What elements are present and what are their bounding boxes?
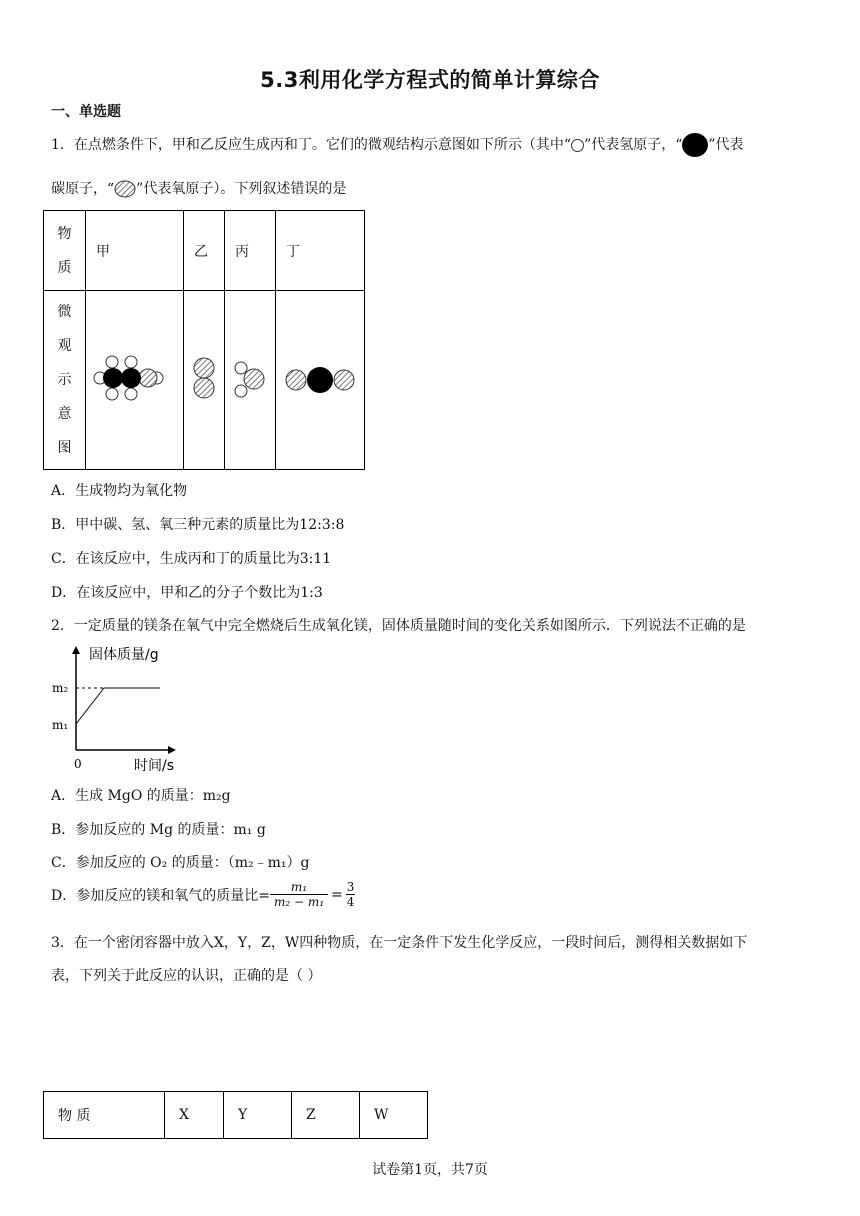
q1-option-b: B．甲中碳、氢、氧三种元素的质量比为12:3:8	[51, 517, 345, 533]
q1-stem-line2	[51, 178, 346, 198]
q2-option-d	[51, 880, 355, 909]
q3-header-z: Z	[292, 1092, 360, 1139]
oxygen-atom-icon	[114, 180, 136, 198]
q3-header-x: X	[165, 1092, 224, 1139]
series-rise	[76, 688, 104, 724]
y-axis-label: 固体质量/g	[89, 647, 159, 663]
hydrogen-atom-icon	[571, 139, 584, 152]
q2-stem: 2．一定质量的镁条在氧气中完全燃烧后生成氧化镁，固体质量随时间的变化关系如图所示．下列说法不正确的是	[51, 618, 746, 634]
q2-option-d-ratio: $\frac{3}{4}$	[346, 880, 355, 909]
origin-label: 0	[74, 757, 82, 771]
y-axis-arrow	[72, 646, 80, 654]
water-molecule-icon	[225, 348, 275, 408]
q3-header-w: W	[360, 1092, 428, 1139]
q3-header-substance: 物 质	[44, 1092, 165, 1139]
q1-option-d: D．在该反应中，甲和乙的分子个数比为1:3	[51, 585, 323, 601]
q1-stem-e: ”代表氧原子）。下列叙述错误的是	[136, 181, 347, 197]
q2-option-d-fraction: $\frac{\text{m₁}}{\text{m₂ − m₁}}$	[270, 880, 328, 909]
q3-header-y: Y	[224, 1092, 292, 1139]
page-title: 5.3利用化学方程式的简单计算综合	[260, 68, 600, 92]
q2-option-b: B．参加反应的 Mg 的质量：m₁ g	[51, 822, 266, 838]
q3-stem-line1: 3．在一个密闭容器中放入X，Y，Z，W四种物质，在一定条件下发生化学反应，一段时间后，测得相关数据如下	[51, 935, 748, 951]
co2-molecule-icon	[276, 348, 364, 408]
q1-bing-molecule	[225, 291, 276, 470]
q2-option-a: A．生成 MgO 的质量：m₂g	[51, 788, 231, 804]
q1-stem-d: 碳原子，“	[51, 181, 115, 197]
ethanol-molecule-icon	[86, 348, 172, 408]
q2-option-d-equals: =	[331, 886, 343, 903]
page-footer: 试卷第1页，共7页	[372, 1162, 488, 1178]
q1-stem-a: 1．在点燃条件下，甲和乙反应生成丙和丁。它们的微观结构示意图如下所示（其中“	[51, 137, 572, 153]
x-axis-arrow	[168, 746, 176, 754]
q1-yi-molecule	[184, 291, 225, 470]
q1-col-ding: 丁	[276, 211, 365, 291]
oxygen-molecule-icon	[184, 348, 224, 408]
q1-row-label: 微 观 示 意 图	[44, 291, 86, 470]
q1-col-yi: 乙	[184, 211, 225, 291]
x-axis-label: 时间/s	[134, 758, 175, 774]
q1-option-c: C．在该反应中，生成丙和丁的质量比为3:11	[51, 551, 332, 567]
carbon-atom-icon	[682, 133, 708, 157]
q1-stem-b: ”代表氢原子，“	[584, 137, 683, 153]
q1-stem-line1	[51, 133, 744, 157]
q1-header-label: 物 质	[44, 211, 86, 291]
q2-mass-time-chart	[48, 644, 188, 774]
q3-data-table	[43, 1091, 428, 1139]
q2-option-d-prefix: D．参加反应的镁和氧气的质量比=	[51, 887, 270, 904]
q1-jia-molecule	[86, 291, 184, 470]
q1-molecule-table	[43, 210, 365, 470]
tick-label-m2: m₂	[52, 681, 69, 695]
q1-col-bing: 丙	[225, 211, 276, 291]
q1-col-jia: 甲	[86, 211, 184, 291]
section-heading: 一、单选题	[51, 104, 121, 120]
q1-stem-c: ”代表	[708, 137, 744, 153]
q1-option-a: A．生成物均为氧化物	[51, 483, 188, 499]
q3-stem-line2: 表，下列关于此反应的认识，正确的是（ ）	[51, 968, 322, 984]
q2-option-c: C．参加反应的 O₂ 的质量：（m₂﹣m₁）g	[51, 855, 310, 871]
q1-ding-molecule	[276, 291, 365, 470]
tick-label-m1: m₁	[52, 718, 69, 732]
